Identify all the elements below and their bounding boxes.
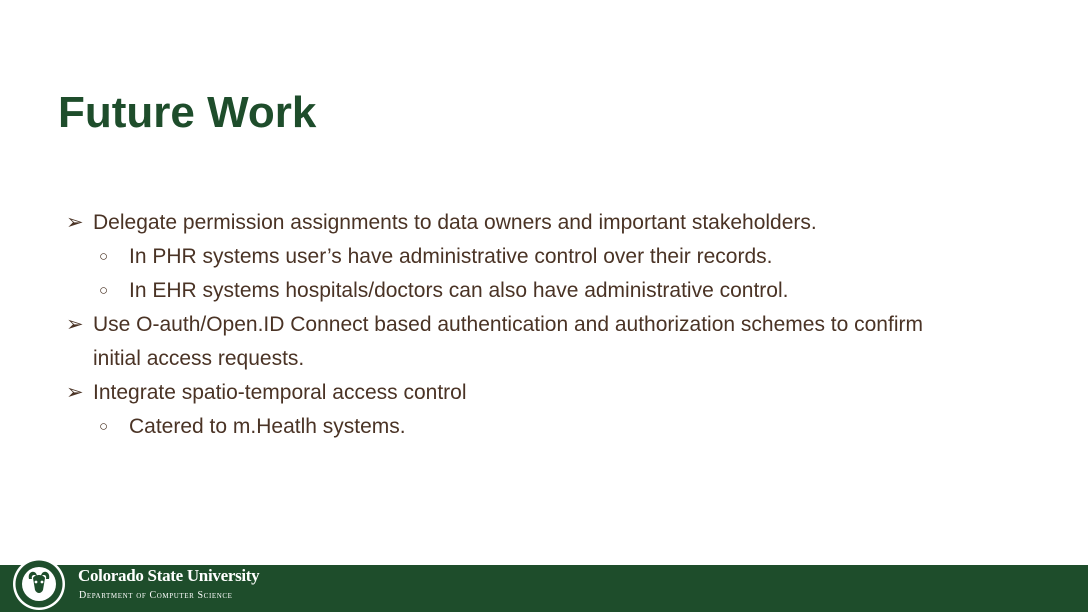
sub-bullet-text: In EHR systems hospitals/doctors can also have administrative control.	[129, 279, 789, 302]
arrow-bullet-icon: ➢	[66, 313, 84, 336]
bullet-item	[66, 206, 1066, 240]
bullet-text: Integrate spatio-temporal access control	[93, 381, 467, 404]
university-name: Colorado State University	[78, 566, 260, 585]
arrow-bullet-icon: ➢	[66, 381, 84, 404]
sub-bullet-item	[66, 274, 1066, 308]
circle-bullet-icon: ○	[99, 248, 109, 265]
bullet-text: initial access requests.	[93, 347, 305, 370]
circle-bullet-icon: ○	[99, 418, 109, 435]
sub-bullet-text: Catered to m.Heatlh systems.	[129, 415, 406, 438]
slide-title: Future Work	[58, 88, 317, 137]
sub-bullet-item	[66, 240, 1066, 274]
sub-bullet-text: In PHR systems user’s have administrative control over their records.	[129, 245, 773, 268]
sub-bullet-item	[66, 410, 1066, 444]
department-name: Department of Computer Science	[79, 590, 233, 601]
bullet-item	[66, 376, 1066, 410]
bullet-continuation	[66, 342, 1066, 376]
bullet-item	[66, 308, 1066, 342]
bullet-text: Delegate permission assignments to data owners and important stakeholders.	[93, 211, 817, 234]
arrow-bullet-icon: ➢	[66, 211, 84, 234]
bullet-text: Use O-auth/Open.ID Connect based authentication and authorization schemes to confirm	[93, 313, 923, 336]
circle-bullet-icon: ○	[99, 282, 109, 299]
university-seal-icon	[12, 557, 66, 611]
bullet-list	[66, 206, 1066, 444]
